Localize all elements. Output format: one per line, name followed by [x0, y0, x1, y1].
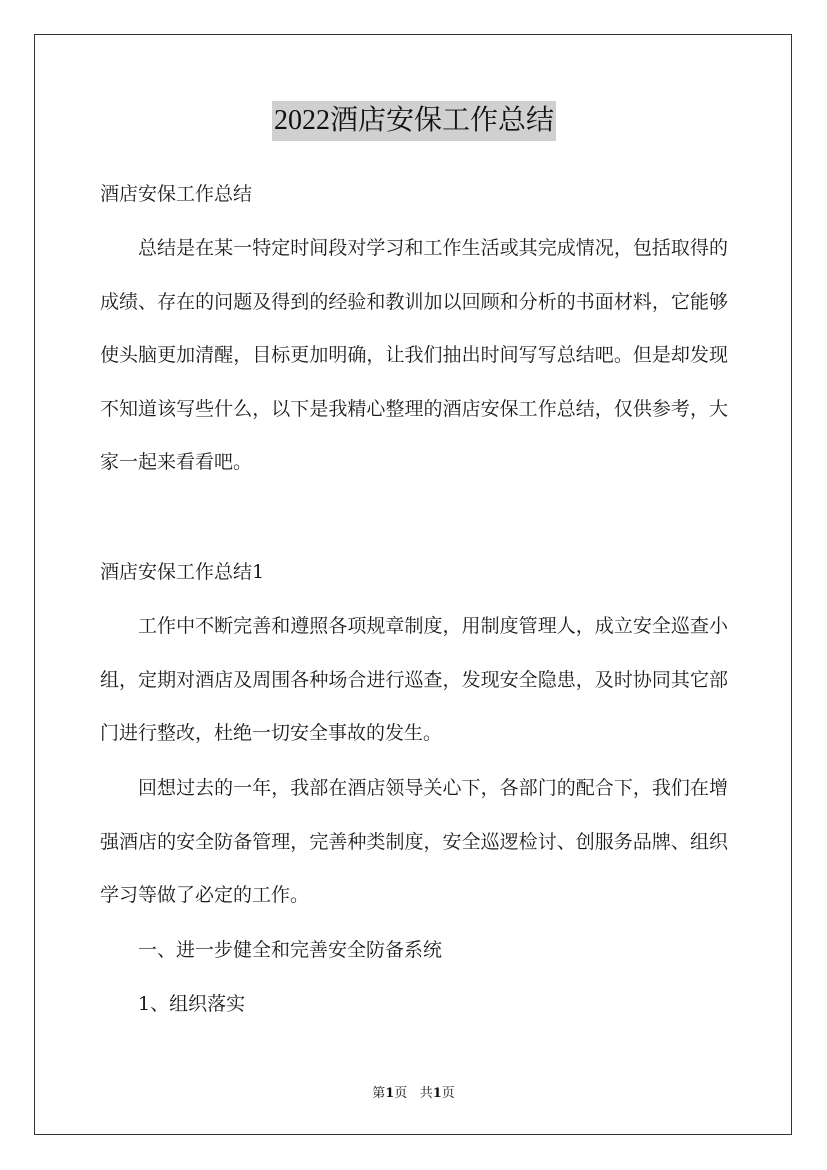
total-pages-prefix: 共: [419, 1086, 433, 1101]
title-container: [100, 101, 728, 141]
page-number: 1: [385, 1086, 395, 1101]
page-footer: [0, 1082, 827, 1101]
list-subheading-1-1: 1、组织落实: [138, 993, 246, 1015]
body-paragraph-2: 回想过去的一年，我部在酒店领导关心下，各部门的配合下，我们在增强酒店的安全防备管理，完善种类制度，安全巡逻检讨、创服务品牌、组织学习等做了必定的工作。: [100, 777, 728, 907]
intro-paragraph: 总结是在某一特定时间段对学习和工作生活或其完成情况，包括取得的成绩、存在的问题及得到的经验和教训加以回顾和分析的书面材料，它能够使头脑更加清醒，目标更加明确，让我们抽出时间写写总结吧。但是却发现不知道该写些什么，以下是我精心整理的酒店安保工作总结，仅供参考，大家一起来看看吧。: [100, 237, 728, 474]
total-pages: 1: [432, 1086, 442, 1101]
page-label-prefix: 第: [372, 1086, 386, 1101]
body-paragraph-1: 工作中不断完善和遵照各项规章制度，用制度管理人，成立安全巡查小组，定期对酒店及周围各种场合进行巡查，发现安全隐患，及时协同其它部门进行整改，杜绝一切安全事故的发生。: [100, 615, 728, 745]
document-title: 2022酒店安保工作总结: [272, 101, 556, 141]
page-label-suffix: 页: [394, 1086, 408, 1101]
list-heading-1: 一、进一步健全和完善安全防备系统: [138, 939, 443, 961]
document-subtitle: 酒店安保工作总结: [100, 183, 253, 205]
total-pages-suffix: 页: [441, 1086, 455, 1101]
section-heading: 酒店安保工作总结1: [100, 561, 265, 583]
